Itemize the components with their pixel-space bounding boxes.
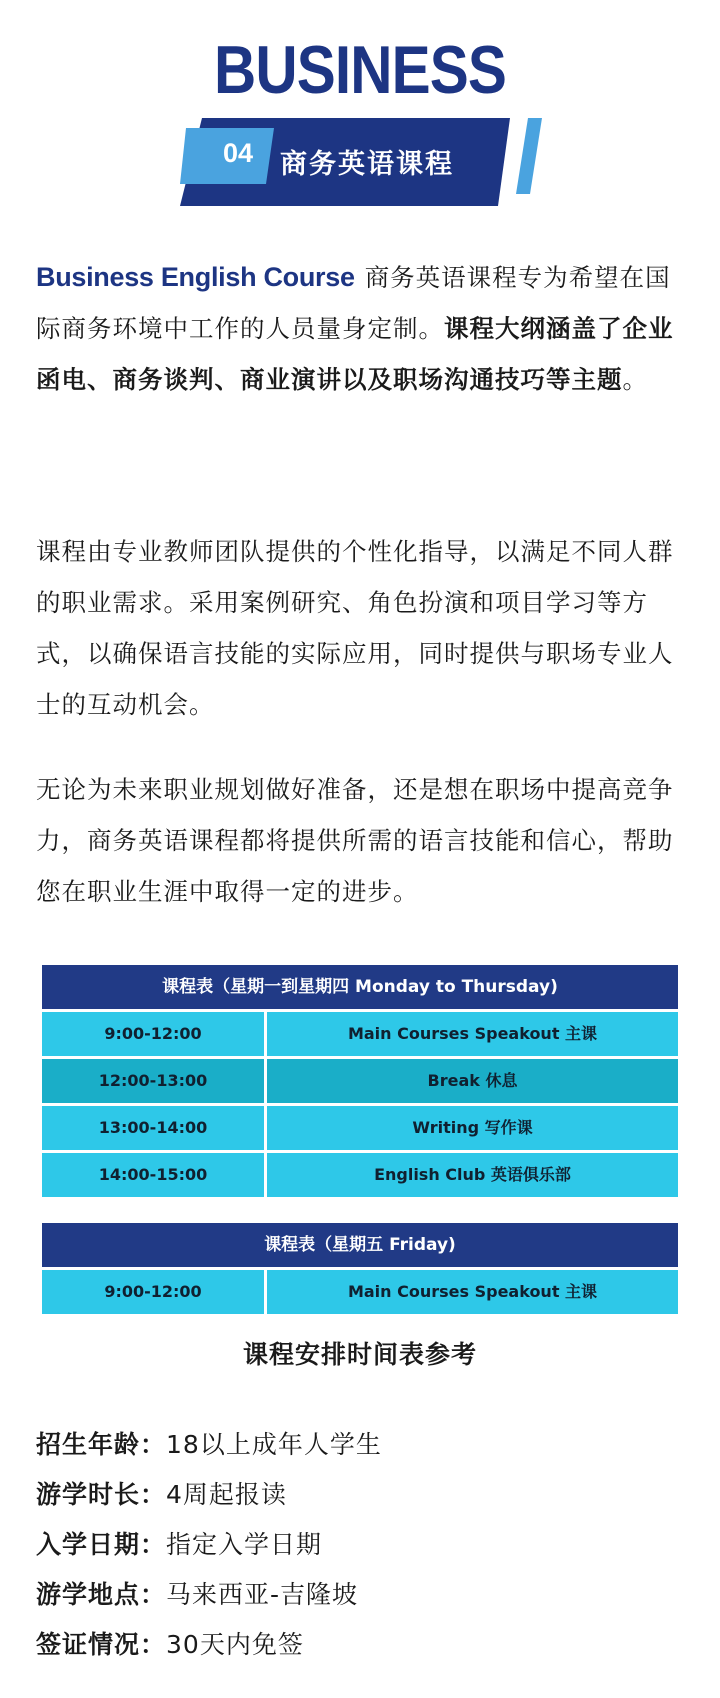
page-title: BUSINESS xyxy=(213,32,507,108)
activity-cell: Main Courses Speakout 主课 xyxy=(267,1012,678,1056)
intro-end: 。 xyxy=(622,365,648,394)
section-title: 商务英语课程 xyxy=(280,149,454,180)
activity-cell: English Club 英语俱乐部 xyxy=(267,1153,678,1197)
schedule-friday-title: 课程表（星期五 Friday) xyxy=(42,1223,678,1267)
info-row xyxy=(36,1570,686,1620)
table-row xyxy=(42,1012,678,1056)
goal-paragraph: 无论为未来职业规划做好准备，还是想在职场中提高竞争力，商务英语课程都将提供所需的语言技能和信心，帮助您在职业生涯中取得一定的进步。 xyxy=(36,775,674,906)
table-row xyxy=(42,1270,678,1314)
activity-cell: Main Courses Speakout 主课 xyxy=(267,1270,678,1314)
intro-bold-text: 课程大纲涵盖了企业函电、商务谈判、商业演讲以及职场沟通技巧等主题 xyxy=(36,314,674,394)
info-value: 18以上成年人学生 xyxy=(166,1430,382,1459)
section-number: 04 xyxy=(222,138,254,168)
info-row xyxy=(36,1520,686,1570)
info-row xyxy=(36,1420,686,1470)
time-cell: 9:00-12:00 xyxy=(42,1012,264,1056)
info-row xyxy=(36,1470,686,1520)
intro-paragraph xyxy=(36,252,686,405)
table-row xyxy=(42,1106,678,1150)
time-cell: 12:00-13:00 xyxy=(42,1059,264,1103)
table-row xyxy=(42,1153,678,1197)
table-row xyxy=(42,1059,678,1103)
info-label: 游学地点： xyxy=(36,1580,167,1609)
time-cell: 9:00-12:00 xyxy=(42,1270,264,1314)
info-value: 马来西亚-吉隆坡 xyxy=(166,1580,359,1609)
time-cell: 13:00-14:00 xyxy=(42,1106,264,1150)
schedule-caption: 课程安排时间表参考 xyxy=(242,1340,477,1369)
schedule-friday-table xyxy=(42,1223,678,1314)
activity-cell: Writing 写作课 xyxy=(267,1106,678,1150)
info-label: 招生年龄： xyxy=(36,1430,167,1459)
info-label: 游学时长： xyxy=(36,1480,167,1509)
schedule-weekday-title: 课程表（星期一到星期四 Monday to Thursday) xyxy=(42,965,678,1009)
section-banner xyxy=(180,118,550,206)
info-value: 指定入学日期 xyxy=(166,1530,323,1559)
info-value: 30天内免签 xyxy=(166,1630,304,1659)
info-value: 4周起报读 xyxy=(166,1480,287,1509)
intro-text: 商务英语课程专为希望在国际商务环境中工作的人员量身定制。 xyxy=(36,263,671,343)
time-cell: 14:00-15:00 xyxy=(42,1153,264,1197)
info-label: 签证情况： xyxy=(36,1630,167,1659)
course-name: Business English Course xyxy=(36,262,355,292)
teaching-paragraph: 课程由专业教师团队提供的个性化指导，以满足不同人群的职业需求。采用案例研究、角色扮演和项目学习等方式，以确保语言技能的实际应用，同时提供与职场专业人士的互动机会。 xyxy=(36,537,674,719)
schedule-weekday-table xyxy=(42,965,678,1197)
info-row xyxy=(36,1620,686,1670)
activity-cell: Break 休息 xyxy=(267,1059,678,1103)
info-label: 入学日期： xyxy=(36,1530,167,1559)
enrollment-info xyxy=(36,1420,686,1670)
